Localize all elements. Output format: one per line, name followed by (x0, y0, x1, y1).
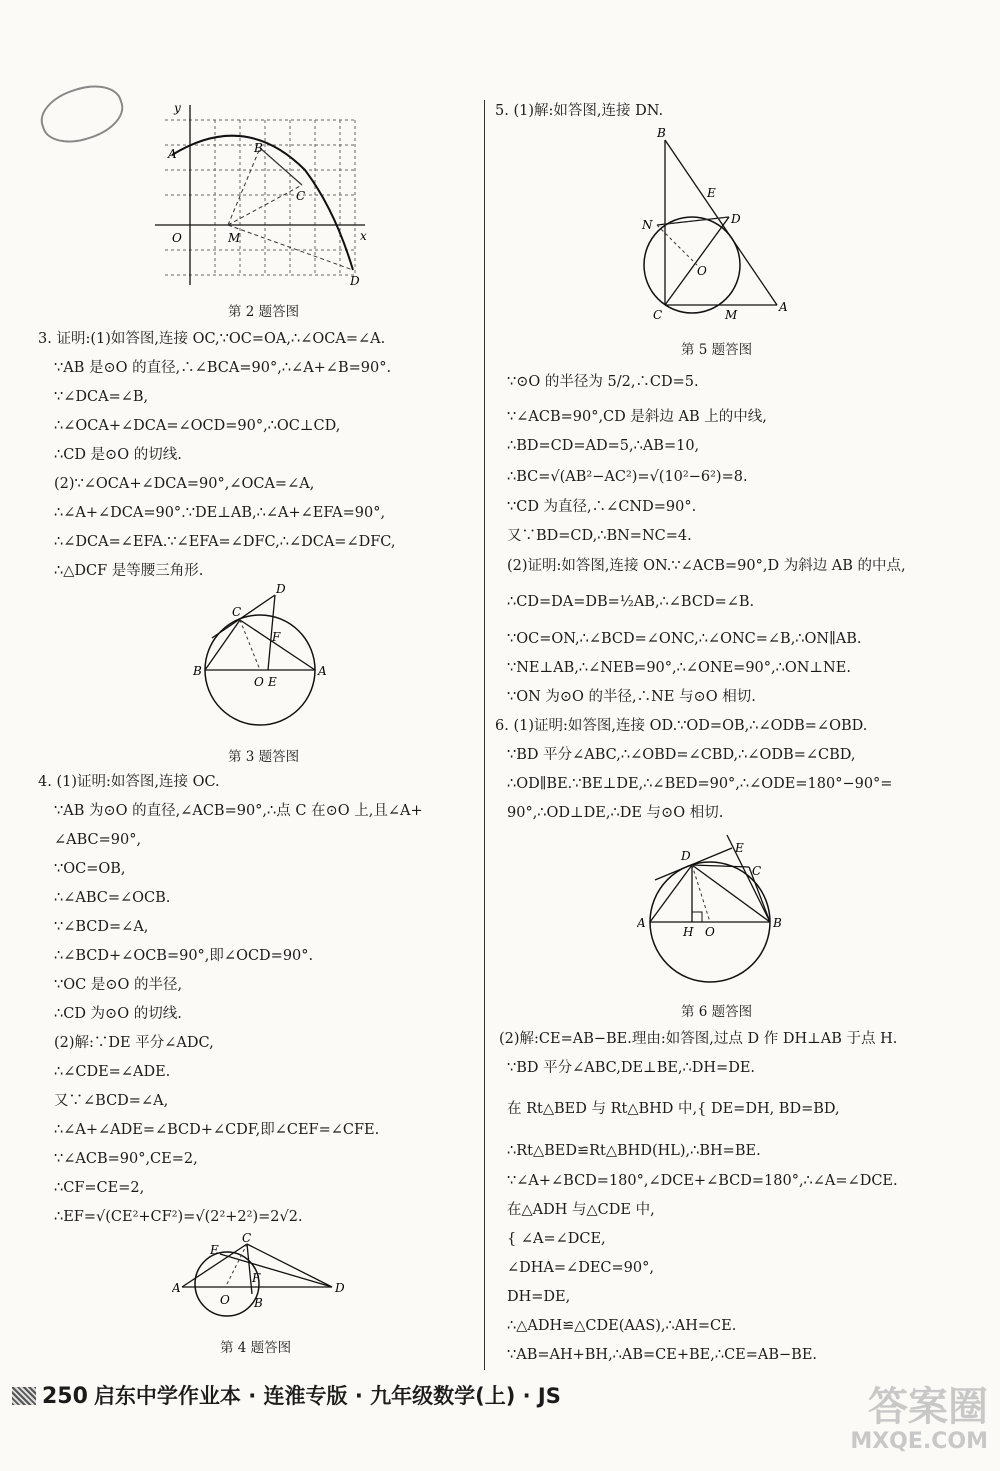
text-line: 6. (1)证明:如答图,连接 OD.∵OD=OB,∴∠ODB=∠OBD. (495, 718, 868, 734)
text-line: ∴OD∥BE.∵BE⊥DE,∴∠BED=90°,∴∠ODE=180°−90°= (507, 776, 893, 792)
text-line: ∵⊙O 的半径为 5/2,∴CD=5. (507, 374, 699, 390)
figure-6-caption: 第 6 题答图 (681, 1004, 753, 1020)
svg-text:E: E (735, 841, 744, 855)
text-line: ∵OC=OB, (54, 861, 126, 877)
svg-text:A: A (168, 147, 177, 161)
text-line: 在 Rt△BED 与 Rt△BHD 中,{ DE=DH, BD=BD, (507, 1101, 840, 1117)
text-line: (2)解:∵DE 平分∠ADC, (54, 1035, 214, 1051)
text-line: ∴BC=√(AB²−AC²)=√(10²−6²)=8. (507, 469, 748, 485)
text-line: ∴∠A+∠ADE=∠BCD+∠CDF,即∠CEF=∠CFE. (54, 1122, 380, 1138)
text-line: 90°,∴OD⊥DE,∴DE 与⊙O 相切. (507, 805, 724, 821)
figure-2 (150, 100, 380, 295)
text-line: ∴Rt△BED≌Rt△BHD(HL),∴BH=BE. (507, 1143, 761, 1159)
figure-5-caption: 第 5 题答图 (681, 342, 753, 358)
text-line: DH=DE, (507, 1289, 571, 1305)
svg-text:D: D (681, 849, 691, 863)
svg-text:D: D (276, 583, 286, 596)
svg-text:C: C (232, 605, 242, 619)
text-line: ∴∠OCA+∠DCA=∠OCD=90°,∴OC⊥CD, (54, 418, 341, 434)
text-line: 在△ADH 与△CDE 中, (507, 1202, 655, 1218)
svg-text:M: M (228, 231, 241, 245)
text-line: ∵OC=ON,∴∠BCD=∠ONC,∴∠ONC=∠B,∴ON∥AB. (507, 631, 862, 647)
figure-3-caption: 第 3 题答图 (228, 749, 300, 765)
figure-4-caption: 第 4 题答图 (220, 1340, 292, 1356)
text-line: ∴EF=√(CE²+CF²)=√(2²+2²)=2√2. (54, 1209, 303, 1225)
text-line: (2)证明:如答图,连接 ON.∵∠ACB=90°,D 为斜边 AB 的中点, (507, 558, 906, 574)
svg-text:E: E (210, 1243, 219, 1257)
text-line: ∵OC 是⊙O 的半径, (54, 977, 183, 993)
book-title: 启东中学作业本 · 连淮专版 · 九年级数学(上) · JS (93, 1384, 561, 1408)
svg-text:D: D (731, 212, 741, 226)
text-line: ∵∠DCA=∠B, (54, 389, 149, 405)
column-divider (484, 100, 485, 1370)
figure-4 (172, 1232, 347, 1327)
svg-text:B: B (657, 126, 666, 140)
svg-text:B: B (193, 664, 202, 678)
text-line: ∴∠BCD+∠OCB=90°,即∠OCD=90°. (54, 948, 314, 964)
svg-text:D: D (335, 1281, 345, 1295)
text-line: ∵CD 为直径,∴∠CND=90°. (507, 499, 697, 515)
svg-text:B: B (773, 916, 782, 930)
text-line: ∵∠ACB=90°,CD 是斜边 AB 上的中线, (507, 409, 767, 425)
text-line: (2)解:CE=AB−BE.理由:如答图,过点 D 作 DH⊥AB 于点 H. (499, 1031, 898, 1047)
stamp-logo (34, 76, 130, 151)
page-number: 250 (42, 1384, 88, 1409)
svg-text:C: C (752, 864, 762, 878)
text-line: ∴BD=CD=AD=5,∴AB=10, (507, 438, 700, 454)
svg-text:E: E (268, 675, 277, 689)
svg-text:C: C (296, 189, 306, 203)
text-line: ∵ON 为⊙O 的半径,∴NE 与⊙O 相切. (507, 689, 756, 705)
text-line: ∵BD 平分∠ABC,∴∠OBD=∠CBD,∴∠ODB=∠CBD, (507, 747, 856, 763)
text-line: ∵∠BCD=∠A, (54, 919, 149, 935)
text-line: ∴CD 是⊙O 的切线. (54, 447, 182, 463)
pattern-icon (12, 1387, 36, 1405)
svg-text:A: A (318, 664, 327, 678)
text-line: ∴∠DCA=∠EFA.∵∠EFA=∠DFC,∴∠DCA=∠DFC, (54, 534, 396, 550)
svg-text:F: F (252, 1271, 261, 1285)
text-line: ∠DHA=∠DEC=90°, (507, 1260, 654, 1276)
text-line: ∵AB=AH+BH,∴AB=CE+BE,∴CE=AB−BE. (507, 1347, 818, 1363)
text-line: ∵BD 平分∠ABC,DE⊥BE,∴DH=DE. (507, 1060, 756, 1076)
svg-text:M: M (725, 308, 738, 322)
text-line: 3. 证明:(1)如答图,连接 OC,∵OC=OA,∴∠OCA=∠A. (38, 331, 386, 347)
text-line: 又∵BD=CD,∴BN=NC=4. (507, 528, 692, 544)
svg-text:O: O (172, 231, 182, 245)
text-line: ∵NE⊥AB,∴∠NEB=90°,∴∠ONE=90°,∴ON⊥NE. (507, 660, 851, 676)
svg-text:O: O (697, 264, 707, 278)
text-line: ∴∠ABC=∠OCB. (54, 890, 171, 906)
text-line: 5. (1)解:如答图,连接 DN. (495, 103, 664, 119)
text-line: (2)∵∠OCA+∠DCA=90°,∠OCA=∠A, (54, 476, 315, 492)
figure-5 (637, 125, 807, 325)
svg-text:O: O (705, 925, 715, 939)
text-line: 4. (1)证明:如答图,连接 OC. (38, 774, 220, 790)
svg-text:F: F (272, 630, 281, 644)
svg-text:x: x (360, 229, 367, 243)
svg-text:B: B (254, 141, 263, 155)
page-footer (12, 1380, 561, 1410)
svg-text:D: D (350, 274, 360, 288)
svg-text:A: A (779, 300, 788, 314)
text-line: ∴CF=CE=2, (54, 1180, 145, 1196)
text-line: ∵∠A+∠BCD=180°,∠DCE+∠BCD=180°,∴∠A=∠DCE. (507, 1173, 898, 1189)
text-line: ∴CD 为⊙O 的切线. (54, 1006, 182, 1022)
svg-text:H: H (683, 925, 694, 939)
text-line: 又∵∠BCD=∠A, (54, 1093, 169, 1109)
watermark-text: 答案圈 (868, 1384, 988, 1430)
text-line: ∴△DCF 是等腰三角形. (54, 563, 204, 579)
text-line: ∵AB 为⊙O 的直径,∠ACB=90°,∴点 C 在⊙O 上,且∠A+ (54, 803, 423, 819)
svg-text:C: C (242, 1232, 252, 1245)
svg-text:O: O (220, 1293, 230, 1307)
svg-text:A: A (637, 916, 646, 930)
text-line: ∴∠CDE=∠ADE. (54, 1064, 171, 1080)
watermark-url: MXQE.COM (850, 1429, 988, 1454)
figure-2-caption: 第 2 题答图 (228, 304, 300, 320)
figure-6 (637, 830, 807, 995)
text-line: { ∠A=∠DCE, (507, 1231, 606, 1247)
svg-text:y: y (174, 101, 181, 115)
svg-text:B: B (254, 1296, 263, 1310)
svg-text:C: C (653, 308, 663, 322)
figure-3 (190, 583, 340, 733)
watermark-logo (850, 1385, 988, 1454)
text-line: ∴△ADH≌△CDE(AAS),∴AH=CE. (507, 1318, 737, 1334)
svg-text:O: O (254, 675, 264, 689)
svg-text:A: A (172, 1281, 181, 1295)
text-line: ∴CD=DA=DB=½AB,∴∠BCD=∠B. (507, 594, 755, 610)
svg-text:N: N (642, 218, 653, 232)
text-line: ∠ABC=90°, (54, 832, 142, 848)
text-line: ∵AB 是⊙O 的直径,∴∠BCA=90°,∴∠A+∠B=90°. (54, 360, 392, 376)
svg-text:E: E (707, 186, 716, 200)
text-line: ∴∠A+∠DCA=90°.∵DE⊥AB,∴∠A+∠EFA=90°, (54, 505, 386, 521)
text-line: ∵∠ACB=90°,CE=2, (54, 1151, 198, 1167)
